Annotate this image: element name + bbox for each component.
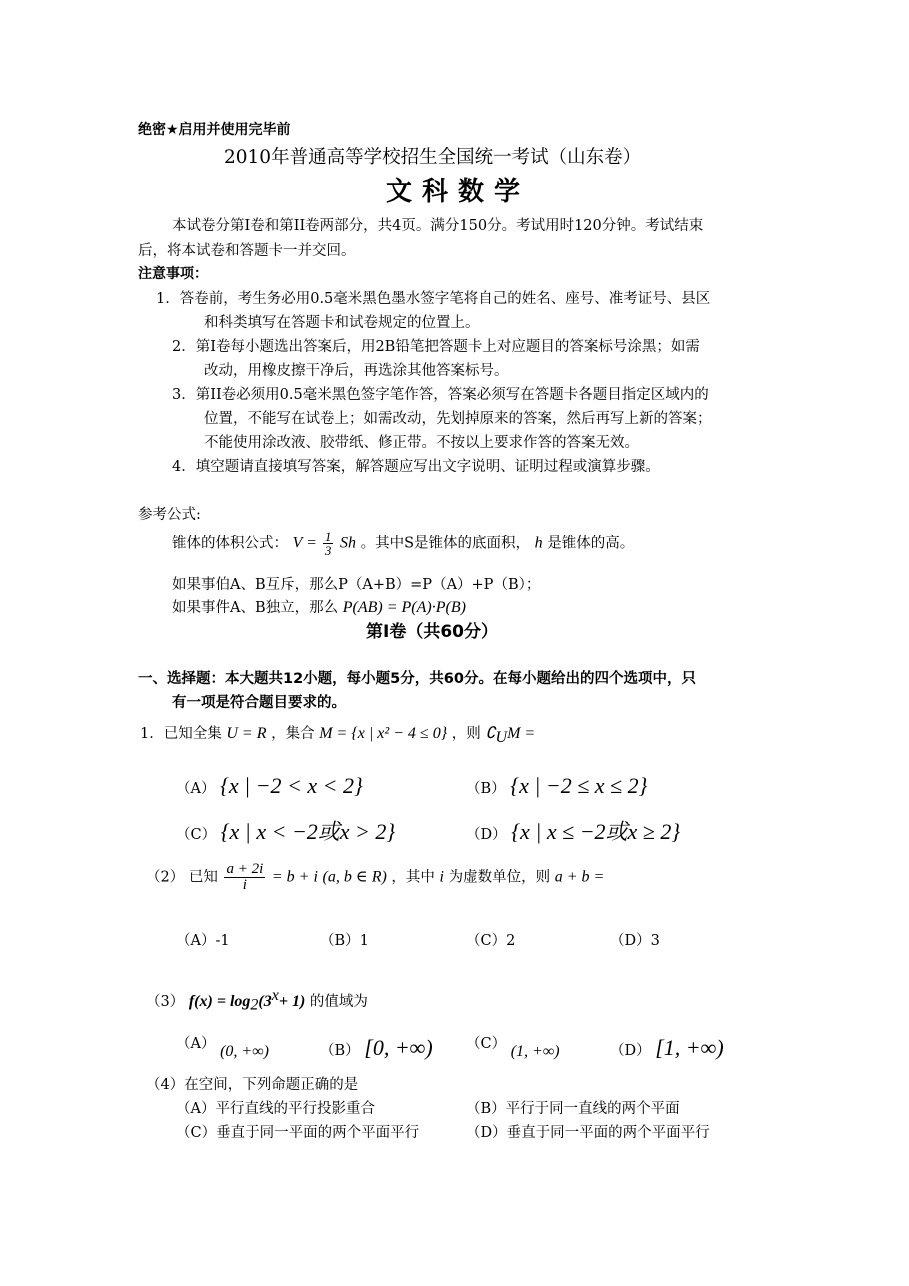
q4-option-d: （D）垂直于同一平面的两个平面平行 xyxy=(466,1125,710,1141)
q2-condition: (a, b ∈ R) xyxy=(322,868,387,886)
q3-function: f(x) = log xyxy=(188,992,251,1010)
q3-argument: (3 xyxy=(258,992,272,1010)
cone-h: h xyxy=(534,534,543,552)
q2-option-d: （D）3 xyxy=(610,933,660,949)
note-3-line-1: 3．第II卷必须用0.5毫米黑色签字笔作答，答案必须写在答题卡各题目指定区域内的 xyxy=(172,387,709,403)
q1-option-b-value: {x | −2 ≤ x ≤ 2} xyxy=(510,773,648,798)
q4-option-b: （B）平行于同一直线的两个平面 xyxy=(466,1101,680,1117)
q2-option-a: （A）-1 xyxy=(176,933,230,949)
q1-option-c-label: （C） xyxy=(176,827,217,843)
q2-option-b: （B）1 xyxy=(320,933,369,949)
cone-v: V = xyxy=(292,534,321,552)
section-1-line-2: 有一项是符合题目要求的。 xyxy=(172,695,346,711)
q3-option-a xyxy=(176,1034,269,1060)
q2-where: ，其中 xyxy=(391,869,435,886)
question-2-stem xyxy=(146,862,604,893)
subject-title: 文科数学 xyxy=(386,177,531,207)
cone-volume-formula xyxy=(172,530,634,557)
question-1-stem xyxy=(140,724,535,748)
q3-exponent: x xyxy=(271,987,279,1004)
cone-prefix: 锥体的体积公式： xyxy=(172,535,288,552)
independent-formula-line xyxy=(172,598,466,618)
q1-option-a xyxy=(176,772,363,800)
frac-numerator: 1 xyxy=(324,529,332,544)
secrecy-notice: 绝密★启用并使用完毕前 xyxy=(138,122,291,138)
question-4-stem: （4）在空间，下列命题正确的是 xyxy=(146,1077,359,1093)
q1-option-d-value: {x | x ≤ −2或x ≥ 2} xyxy=(511,819,681,844)
note-3-line-3: 不能使用涂改液、胶带纸、修正带。不按以上要求作答的答案无效。 xyxy=(204,435,639,451)
q4-option-c: （C）垂直于同一平面的两个平面平行 xyxy=(176,1125,420,1141)
q1-set-m: M = {x | x² − 4 ≤ 0} xyxy=(319,725,448,742)
q3-option-d xyxy=(610,1034,724,1062)
q4-option-a: （A）平行直线的平行投影重合 xyxy=(176,1101,375,1117)
q3-option-c-value: (1, +∞) xyxy=(510,1043,560,1060)
q1-option-b xyxy=(466,772,647,800)
formulas-heading: 参考公式: xyxy=(138,507,201,523)
q2-unit-text: 为虚数单位，则 xyxy=(448,869,551,886)
q1-mid: ，集合 xyxy=(271,726,315,742)
q2-fraction xyxy=(224,862,265,893)
q1-then: ，则 xyxy=(451,726,481,742)
independent-formula: P(AB) = P(A)·P(B) xyxy=(342,599,466,616)
q1-prefix: 1．已知全集 xyxy=(140,726,222,742)
q1-option-d xyxy=(466,818,680,846)
cone-suffix: 。其中S是锥体的底面积， xyxy=(360,535,531,552)
q2-i: i xyxy=(439,868,444,886)
section-1-line-1: 一、选择题：本大题共12小题，每小题5分，共60分。在每小题给出的四个选项中，只 xyxy=(138,671,696,687)
q3-option-a-value: (0, +∞) xyxy=(220,1043,269,1060)
cone-end: 是锥体的高。 xyxy=(547,535,635,552)
complement-symbol: ∁ xyxy=(485,725,496,742)
q2-known: 已知 xyxy=(188,869,218,886)
q2-option-c: （C）2 xyxy=(466,933,516,949)
q1-universal-set: U = R xyxy=(226,725,267,742)
q3-option-a-label: （A） xyxy=(176,1036,216,1052)
q2-equation: = b + i xyxy=(271,868,318,886)
note-1-line-1: 1．答卷前，考生务必用0.5毫米黑色墨水签字笔将自己的姓名、座号、准考证号、县区 xyxy=(156,291,711,307)
q3-option-b-label: （B） xyxy=(320,1043,360,1059)
q3-option-b xyxy=(320,1034,433,1062)
q1-option-b-label: （B） xyxy=(466,781,506,797)
q3-argument-end: + 1) xyxy=(278,992,306,1010)
intro-line-1: 本试卷分第I卷和第II卷两部分，共4页。满分150分。考试用时120分钟。考试结束 xyxy=(172,218,704,234)
q1-option-c xyxy=(176,818,395,846)
cone-sh: Sh xyxy=(340,534,356,552)
q3-range-text: 的值域为 xyxy=(309,993,368,1010)
note-4: 4．填空题请直接填写答案，解答题应写出文字说明、证明过程或演算步骤。 xyxy=(172,459,660,475)
q1-option-a-value: {x | −2 < x < 2} xyxy=(220,773,363,798)
note-3-line-2: 位置，不能写在试卷上；如需改动，先划掉原来的答案，然后再写上新的答案； xyxy=(204,411,712,427)
note-2-line-2: 改动，用橡皮擦干净后，再选涂其他答案标号。 xyxy=(204,363,509,379)
question-3-stem xyxy=(146,986,368,1016)
exam-title: 2010年普通高等学校招生全国统一考试（山东卷） xyxy=(224,147,642,168)
intro-line-2: 后，将本试卷和答题卡一并交回。 xyxy=(138,243,356,259)
q2-sum: a + b = xyxy=(554,868,605,886)
exclusive-formula: 如果事伯A、B互斥，那么P（A+B）=P（A）+P（B）； xyxy=(172,577,541,593)
q1-option-a-label: （A） xyxy=(176,781,216,797)
note-2-line-1: 2．第I卷每小题选出答案后，用2B铅笔把答题卡上对应题目的答案标号涂黑；如需 xyxy=(172,339,700,355)
one-third-fraction xyxy=(323,530,334,557)
q3-option-d-label: （D） xyxy=(610,1043,651,1059)
q1-option-c-value: {x | x < −2或x > 2} xyxy=(220,819,396,844)
part-1-title: 第Ⅰ卷（共60分） xyxy=(366,622,498,642)
note-1-line-2: 和科类填写在答题卡和试卷规定的位置上。 xyxy=(204,315,480,331)
q3-option-c-label: （C） xyxy=(466,1036,507,1052)
independent-prefix: 如果事件A、B独立，那么 xyxy=(172,600,339,616)
q2-label: （2） xyxy=(146,869,185,886)
q3-option-d-value: [1, +∞) xyxy=(655,1035,724,1060)
q3-log-base: 2 xyxy=(250,996,259,1014)
q1-option-d-label: （D） xyxy=(466,827,507,843)
q2-frac-numerator: a + 2i xyxy=(226,861,264,877)
q3-label: （3） xyxy=(146,993,185,1010)
q1-complement-m: M = xyxy=(507,725,536,742)
notes-heading: 注意事项： xyxy=(138,266,208,282)
q3-option-b-value: [0, +∞) xyxy=(364,1035,433,1060)
frac-denominator: 3 xyxy=(324,543,332,558)
q3-option-c xyxy=(466,1034,560,1060)
complement-subscript: U xyxy=(495,728,508,746)
q2-frac-denominator: i xyxy=(242,877,247,893)
